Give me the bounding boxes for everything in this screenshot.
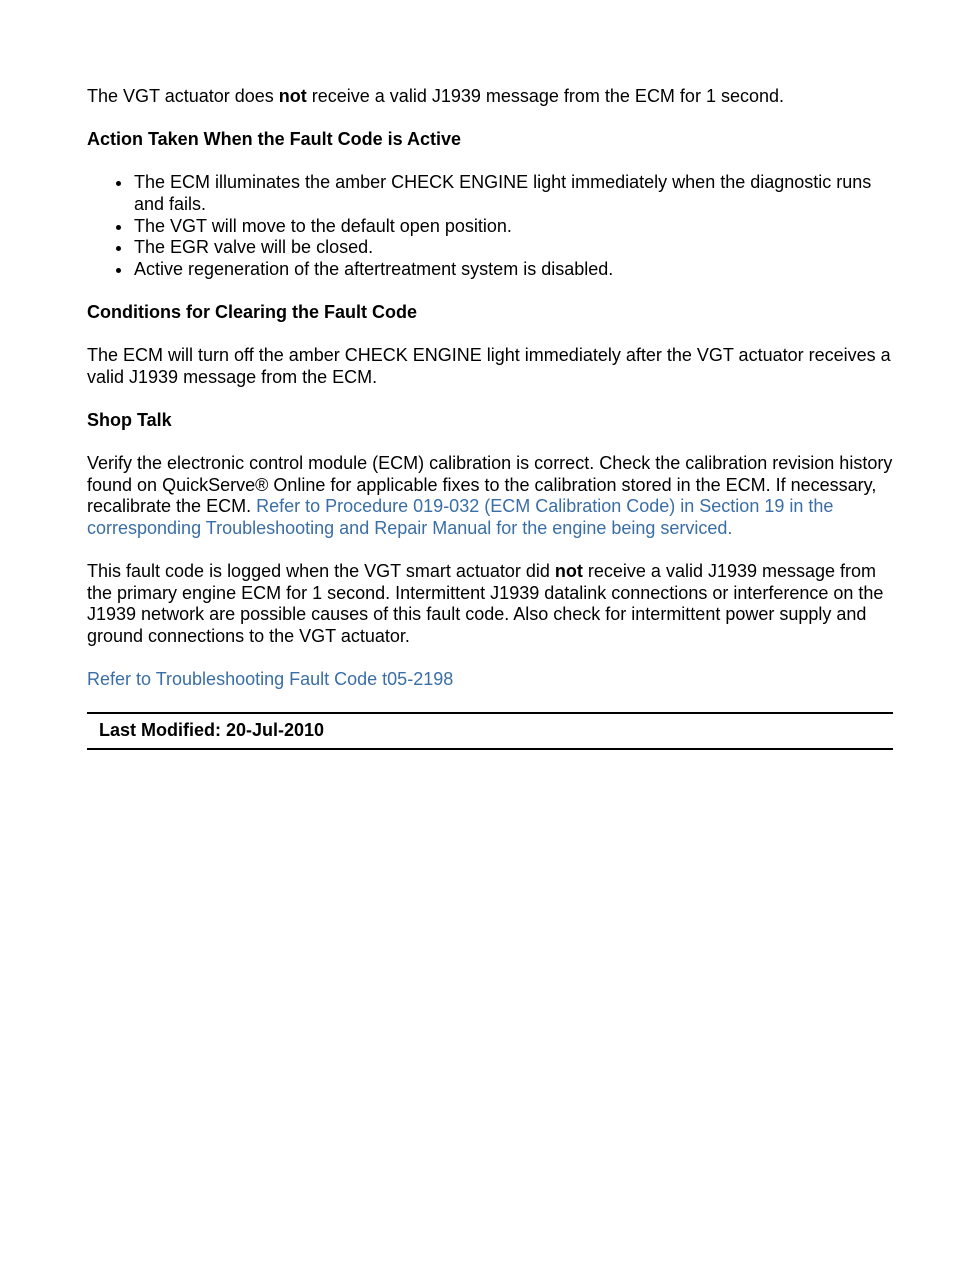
fault-text-after: receive a valid J1939 message from the primary engine ECM for 1 second. Intermittent J1939 datalink connections or interference on the J1939 network are possible causes of this fault code. Also check for intermittent power supply and ground connections to the VGT actuator. (87, 561, 884, 646)
intro-text-before: The VGT actuator does (87, 86, 279, 106)
action-list-item (134, 216, 893, 238)
last-modified-bar (87, 712, 893, 750)
intro-paragraph (87, 86, 893, 108)
intro-text-after: receive a valid J1939 message from the ECM for 1 second. (306, 86, 784, 106)
action-list-item (134, 172, 893, 215)
clearing-paragraph: The ECM will turn off the amber CHECK ENGINE light immediately after the VGT actuator receives a valid J1939 message from the ECM. (87, 345, 891, 387)
troubleshooting-link[interactable]: Refer to Troubleshooting Fault Code t05-2198 (87, 669, 454, 690)
procedure-link[interactable]: Refer to Procedure 019-032 (ECM Calibration Code) in Section 19 in the corresponding Troubleshooting and Repair Manual for the engine being serviced. (87, 496, 834, 538)
clearing-heading: Conditions for Clearing the Fault Code (87, 301, 417, 322)
last-modified-label: Last Modified: 20-Jul-2010 (99, 720, 325, 741)
shop-talk-paragraph (87, 453, 893, 539)
action-heading: Action Taken When the Fault Code is Active (87, 129, 462, 150)
bullet-icon (116, 268, 121, 273)
action-item-text: The ECM illuminates the amber CHECK ENGINE light immediately when the diagnostic runs and fails. (134, 172, 872, 214)
bullet-icon (116, 246, 121, 251)
bullet-icon (116, 181, 121, 186)
fault-description-paragraph (87, 561, 893, 647)
action-list-item (134, 237, 893, 259)
bullet-icon (116, 225, 121, 230)
fault-text-before: This fault code is logged when the VGT smart actuator did (87, 561, 555, 582)
intro-emphasis: not (278, 86, 307, 106)
action-item-text: Active regeneration of the aftertreatment system is disabled. (134, 258, 614, 279)
shop-talk-heading: Shop Talk (87, 409, 172, 430)
shop-talk-text: Verify the electronic control module (ECM) calibration is correct. Check the calibration revision history found on QuickServe® Online for applicable fixes to the calibration stored in the ECM. If necessary, recalibrate the ECM. (87, 453, 893, 517)
fault-emphasis: not (554, 561, 583, 582)
action-list-item (134, 259, 893, 281)
reference-paragraph (87, 669, 893, 691)
action-item-text: The EGR valve will be closed. (134, 237, 374, 258)
action-list (87, 172, 893, 280)
action-item-text: The VGT will move to the default open position. (134, 215, 512, 236)
document-body (87, 86, 893, 750)
